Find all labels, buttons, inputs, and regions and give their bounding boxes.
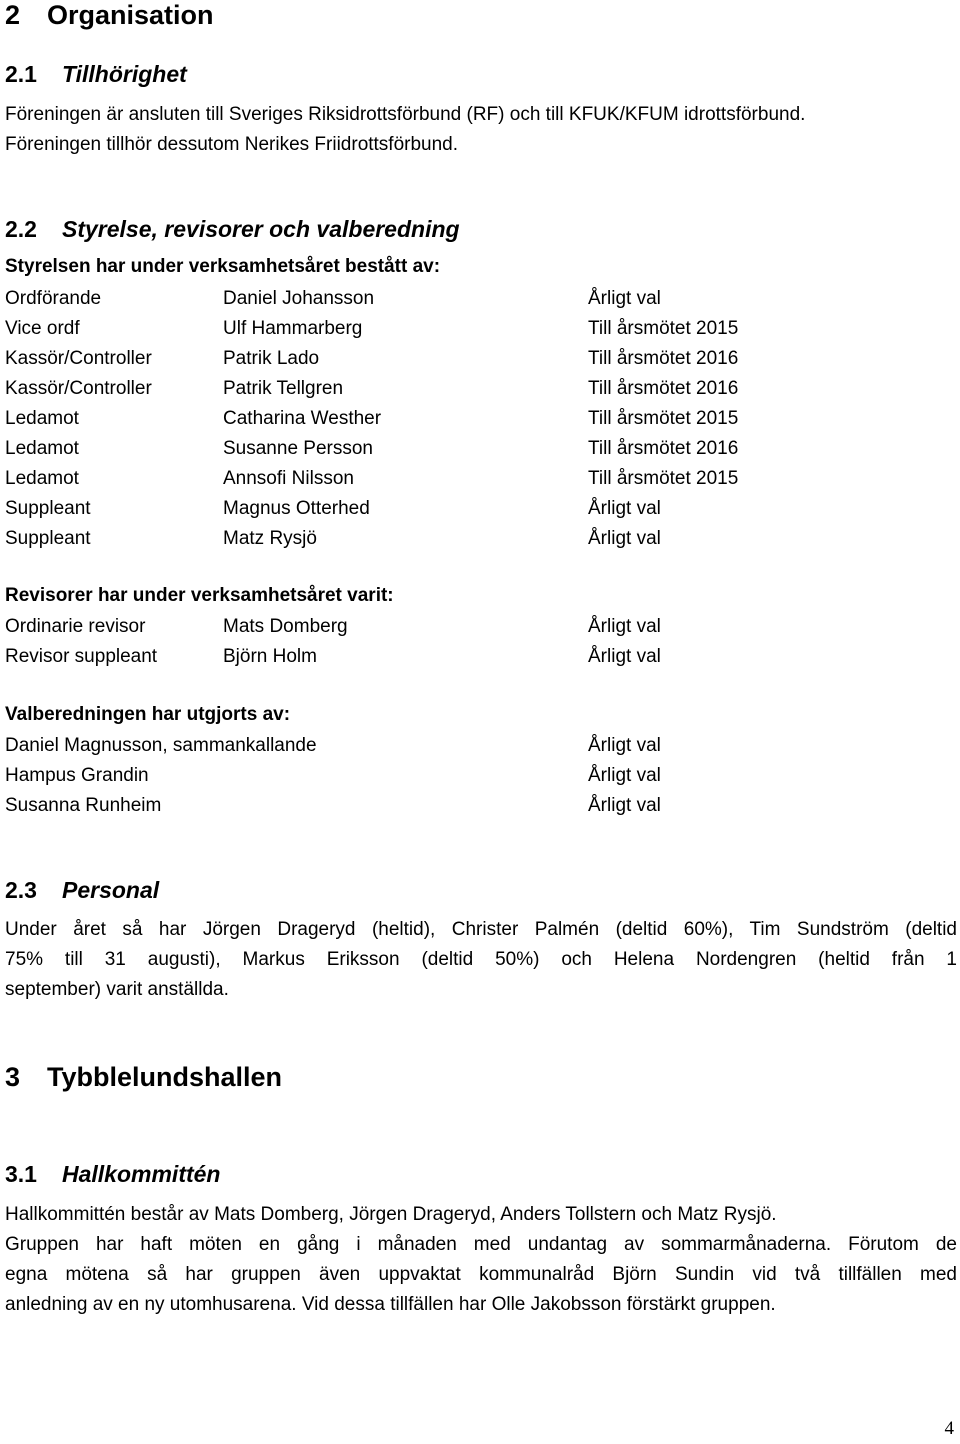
- heading-title: Styrelse, revisorer och valberedning: [62, 216, 460, 242]
- paragraph-hall-committee: [5, 1200, 957, 1320]
- table-row: [5, 284, 945, 314]
- heading-number: 2.3: [5, 877, 37, 903]
- table-row: [5, 731, 945, 761]
- table-row: [5, 314, 945, 344]
- heading-section-2: [5, 0, 214, 31]
- heading-number: 2.1: [5, 61, 37, 87]
- term-cell: Årligt val: [588, 288, 661, 309]
- term-cell: Årligt val: [588, 646, 661, 667]
- heading-title: Tybblelundshallen: [47, 1062, 283, 1092]
- name-cell: Patrik Tellgren: [223, 378, 344, 399]
- term-cell: Till årsmötet 2015: [588, 408, 739, 429]
- table-row: [5, 612, 945, 642]
- term-cell: Till årsmötet 2015: [588, 318, 739, 339]
- heading-number: 2.2: [5, 216, 37, 242]
- auditors-intro: Revisorer har under verksamhetsåret varit:: [5, 585, 394, 606]
- term-cell: Till årsmötet 2015: [588, 468, 739, 489]
- term-cell: Årligt val: [588, 795, 661, 816]
- heading-section-3-1: [5, 1161, 220, 1188]
- heading-title: Tillhörighet: [62, 61, 187, 87]
- name-cell: Patrik Lado: [223, 348, 320, 369]
- role-cell: Kassör/Controller: [5, 348, 152, 369]
- table-row: [5, 464, 945, 494]
- term-cell: Årligt val: [588, 735, 661, 756]
- table-row: [5, 374, 945, 404]
- table-row: [5, 404, 945, 434]
- heading-title: Hallkommittén: [62, 1161, 221, 1187]
- table-row: [5, 791, 945, 821]
- table-row: [5, 494, 945, 524]
- role-cell: Vice ordf: [5, 318, 80, 339]
- name-cell: Susanne Persson: [223, 438, 373, 459]
- role-cell: Ledamot: [5, 468, 79, 489]
- name-cell: Magnus Otterhed: [223, 498, 370, 519]
- paragraph-line: egna mötena så har gruppen även uppvaktat kommunalråd Björn Sundin vid två tillfällen med: [5, 1264, 957, 1285]
- paragraph-line: anledning av en ny utomhusarena. Vid dessa tillfällen har Olle Jakobsson förstärkt gruppen.: [5, 1294, 776, 1315]
- name-cell: Hampus Grandin: [5, 765, 149, 786]
- name-cell: Daniel Johansson: [223, 288, 375, 309]
- heading-section-2-1: [5, 61, 187, 88]
- name-cell: Annsofi Nilsson: [223, 468, 354, 489]
- table-row: [5, 524, 945, 554]
- heading-number: 2: [5, 0, 21, 30]
- paragraph-line: september) varit anställda.: [5, 979, 229, 1000]
- page-number: 4: [944, 1418, 954, 1439]
- paragraph-line: Under året så har Jörgen Drageryd (heltid), Christer Palmén (deltid 60%), Tim Sundström (deltid: [5, 919, 957, 940]
- board-intro: Styrelsen har under verksamhetsåret bestått av:: [5, 256, 441, 277]
- table-row: [5, 642, 945, 672]
- role-cell: Suppleant: [5, 498, 91, 519]
- name-cell: Susanna Runheim: [5, 795, 162, 816]
- role-cell: Kassör/Controller: [5, 378, 152, 399]
- name-cell: Matz Rysjö: [223, 528, 317, 549]
- term-cell: Till årsmötet 2016: [588, 438, 739, 459]
- role-cell: Ledamot: [5, 438, 79, 459]
- term-cell: Årligt val: [588, 528, 661, 549]
- role-cell: Ledamot: [5, 408, 79, 429]
- heading-title: Personal: [62, 877, 160, 903]
- name-cell: Ulf Hammarberg: [223, 318, 363, 339]
- term-cell: Till årsmötet 2016: [588, 348, 739, 369]
- paragraph-affiliation: [5, 100, 957, 160]
- term-cell: Till årsmötet 2016: [588, 378, 739, 399]
- table-row: [5, 434, 945, 464]
- heading-number: 3.1: [5, 1161, 37, 1187]
- role-cell: Ordinarie revisor: [5, 616, 146, 637]
- heading-number: 3: [5, 1062, 21, 1092]
- name-cell: Daniel Magnusson, sammankallande: [5, 735, 317, 756]
- name-cell: Catharina Westher: [223, 408, 382, 429]
- heading-title: Organisation: [47, 0, 214, 30]
- paragraph-line: Föreningen tillhör dessutom Nerikes Friidrottsförbund.: [5, 134, 459, 155]
- paragraph-staff: [5, 915, 957, 1005]
- name-cell: Mats Domberg: [223, 616, 348, 637]
- table-row: [5, 344, 945, 374]
- role-cell: Revisor suppleant: [5, 646, 158, 667]
- role-cell: Suppleant: [5, 528, 91, 549]
- heading-section-2-3: [5, 877, 159, 904]
- paragraph-line: Föreningen är ansluten till Sveriges Riksidrottsförbund (RF) och till KFUK/KFUM idrottsförbund.: [5, 104, 806, 125]
- paragraph-line: Hallkommittén består av Mats Domberg, Jörgen Drageryd, Anders Tollstern och Matz Rysjö.: [5, 1204, 777, 1225]
- term-cell: Årligt val: [588, 616, 661, 637]
- heading-section-3: [5, 1062, 282, 1093]
- term-cell: Årligt val: [588, 765, 661, 786]
- table-row: [5, 761, 945, 791]
- nomination-intro: Valberedningen har utgjorts av:: [5, 704, 291, 725]
- role-cell: Ordförande: [5, 288, 102, 309]
- paragraph-line: 75% till 31 augusti), Markus Eriksson (deltid 50%) och Helena Nordengren (heltid från 1: [5, 949, 957, 970]
- term-cell: Årligt val: [588, 498, 661, 519]
- paragraph-line: Gruppen har haft möten en gång i månaden med undantag av sommarmånaderna. Förutom de: [5, 1234, 957, 1255]
- heading-section-2-2: [5, 216, 460, 243]
- name-cell: Björn Holm: [223, 646, 317, 667]
